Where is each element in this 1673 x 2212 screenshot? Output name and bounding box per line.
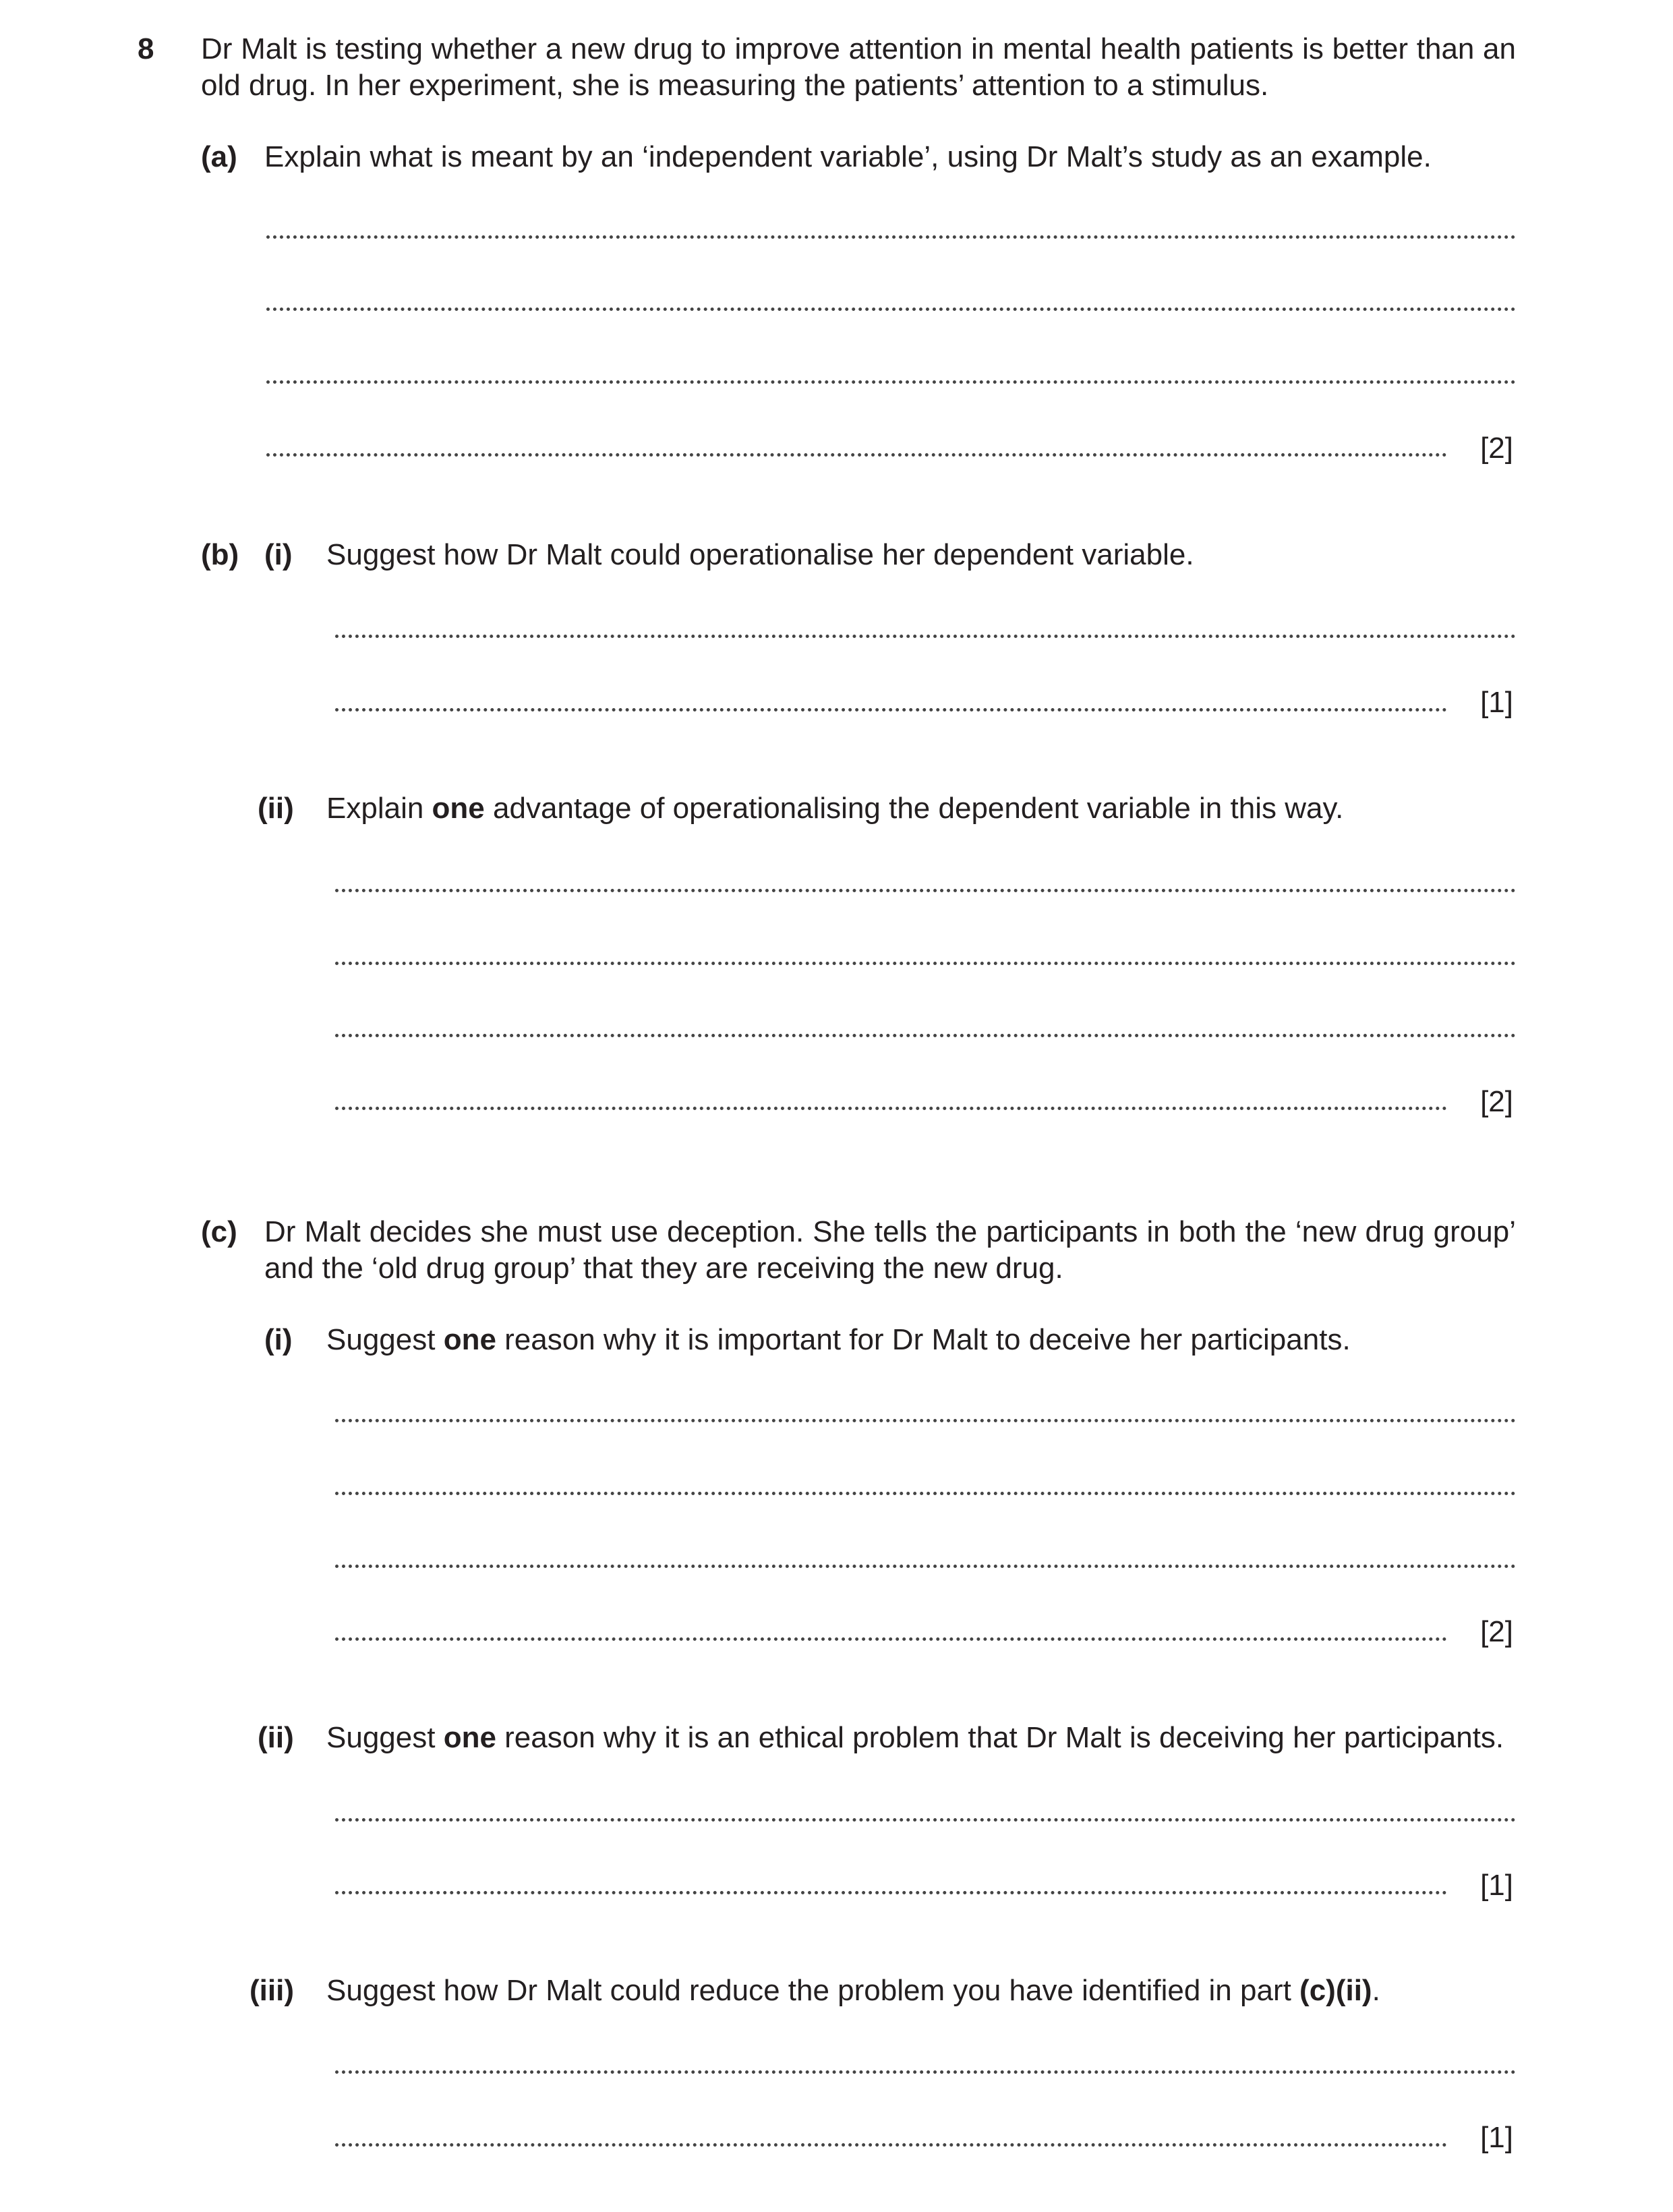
answer-line[interactable] [266, 380, 1516, 384]
part-a-prompt: Explain what is meant by an ‘independent variable’, using Dr Malt’s study as an example. [264, 140, 1432, 173]
part-c-i-prompt: Suggest one reason why it is important for Dr Malt to deceive her participants. [326, 1323, 1351, 1356]
marks-allocation: [2] [1480, 1085, 1513, 1118]
answer-line[interactable] [335, 889, 1516, 892]
part-b-ii-prompt: Explain one advantage of operationalising the dependent variable in this way. [326, 792, 1344, 825]
answer-line[interactable] [335, 1107, 1447, 1110]
marks-allocation: [2] [1480, 1615, 1513, 1648]
answer-line[interactable] [335, 1818, 1516, 1822]
answer-line[interactable] [335, 2143, 1447, 2147]
question-stem: Dr Malt is testing whether a new drug to improve attention in mental health patients is better than an old drug. In her experiment, she is measuring the patients’ attention to a stimulus. [201, 32, 1516, 102]
part-b-i-prompt: Suggest how Dr Malt could operationalise her dependent variable. [326, 538, 1194, 571]
marks-allocation: [1] [1480, 1869, 1513, 1902]
part-b-i-label: (i) [264, 538, 293, 571]
answer-line[interactable] [335, 1637, 1447, 1641]
answer-line[interactable] [335, 635, 1516, 638]
marks-allocation: [1] [1480, 686, 1513, 719]
answer-line[interactable] [266, 308, 1516, 311]
answer-line[interactable] [335, 1419, 1516, 1422]
part-b-ii-label: (ii) [258, 792, 294, 825]
part-c-ii-prompt: Suggest one reason why it is an ethical problem that Dr Malt is deceiving her participants. [326, 1721, 1504, 1754]
part-c-iii-label: (iii) [250, 1974, 294, 2007]
marks-allocation: [1] [1480, 2121, 1513, 2154]
answer-line[interactable] [335, 962, 1516, 965]
answer-line[interactable] [335, 708, 1447, 711]
part-c-label: (c) [201, 1215, 237, 1248]
part-a-label: (a) [201, 140, 237, 173]
part-c-i-label: (i) [264, 1323, 293, 1356]
part-c-intro: Dr Malt decides she must use deception. She tells the participants in both the ‘new drug group’ and the ‘old drug group’ that they are receiving the new drug. [264, 1215, 1516, 1285]
part-c-ii-label: (ii) [258, 1721, 294, 1754]
answer-line[interactable] [266, 453, 1447, 457]
answer-line[interactable] [266, 235, 1516, 239]
answer-line[interactable] [335, 1034, 1516, 1037]
marks-allocation: [2] [1480, 432, 1513, 465]
part-c-iii-prompt: Suggest how Dr Malt could reduce the problem you have identified in part (c)(ii). [326, 1974, 1380, 2007]
part-b-label: (b) [201, 538, 239, 571]
answer-line[interactable] [335, 2070, 1516, 2074]
answer-line[interactable] [335, 1565, 1516, 1568]
question-number: 8 [138, 32, 154, 65]
answer-line[interactable] [335, 1891, 1447, 1894]
answer-line[interactable] [335, 1492, 1516, 1495]
